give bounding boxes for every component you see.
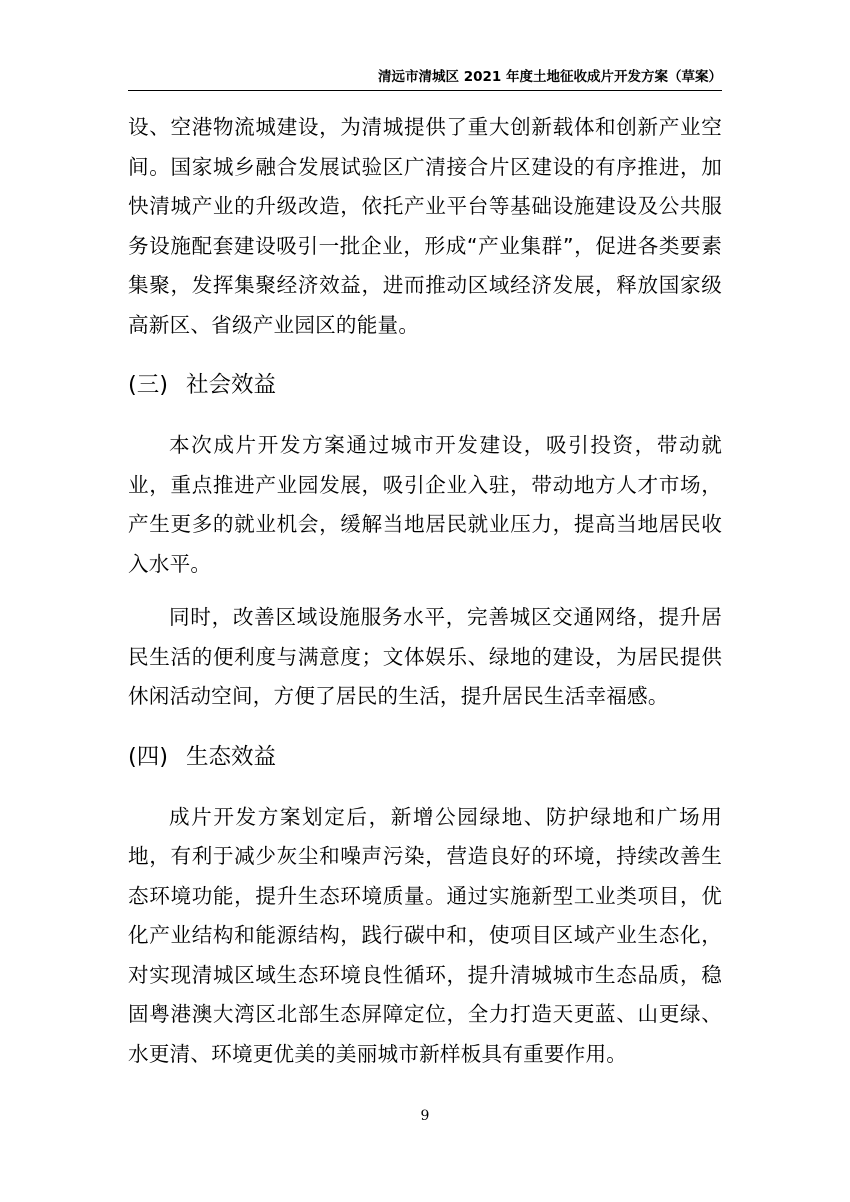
section-heading-social-benefits [128,369,722,401]
running-header: 清远市清城区 2021 年度土地征收成片开发方案（草案） [378,69,722,85]
section-heading-ecological-benefits [128,741,722,773]
social-benefits-paragraph-1: 本次成片开发方案通过城市开发建设，吸引投资，带动就业，重点推进产业园发展，吸引企业入驻，带动地方人才市场，产生更多的就业机会，缓解当地居民就业压力，提高当地居民收入水平。 [128,433,722,576]
section-number: (三) [128,372,169,398]
section-title: 生态效益 [186,743,277,770]
ecological-benefits-paragraph-1: 成片开发方案划定后，新增公园绿地、防护绿地和广场用地，有利于减少灰尘和噪声污染，营造良好的环境，持续改善生态环境功能，提升生态环境质量。通过实施新型工业类项目，优化产业结构和能源结构，践行碳中和，使项目区域产业生态化，对实现清城区域生态环境良性循环，提升清城城市生态品质，稳固粤港澳大湾区北部生态屏障定位，全力打造天更蓝、山更绿、水更清、环境更优美的美丽城市新样板具有重要作用。 [128,804,722,1066]
social-benefits-paragraph-2: 同时，改善区域设施服务水平，完善城区交通网络，提升居民生活的便利度与满意度；文体娱乐、绿地的建设，为居民提供休闲活动空间，方便了居民的生活，提升居民生活幸福感。 [128,605,722,708]
page-body [128,108,722,1074]
section-title: 社会效益 [186,372,277,398]
section-number: (四) [128,743,169,770]
continued-paragraph: 设、空港物流城建设，为清城提供了重大创新载体和创新产业空间。国家城乡融合发展试验区广清接合片区建设的有序推进，加快清城产业的升级改造，依托产业平台等基础设施建设及公共服务设施配套建设吸引一批企业，形成“产业集群”，促进各类要素集聚，发挥集聚经济效益，进而推动区域经济发展，释放国家级高新区、省级产业园区的能量。 [128,115,722,337]
header-rule [128,90,722,91]
page-number: 9 [420,1108,430,1124]
